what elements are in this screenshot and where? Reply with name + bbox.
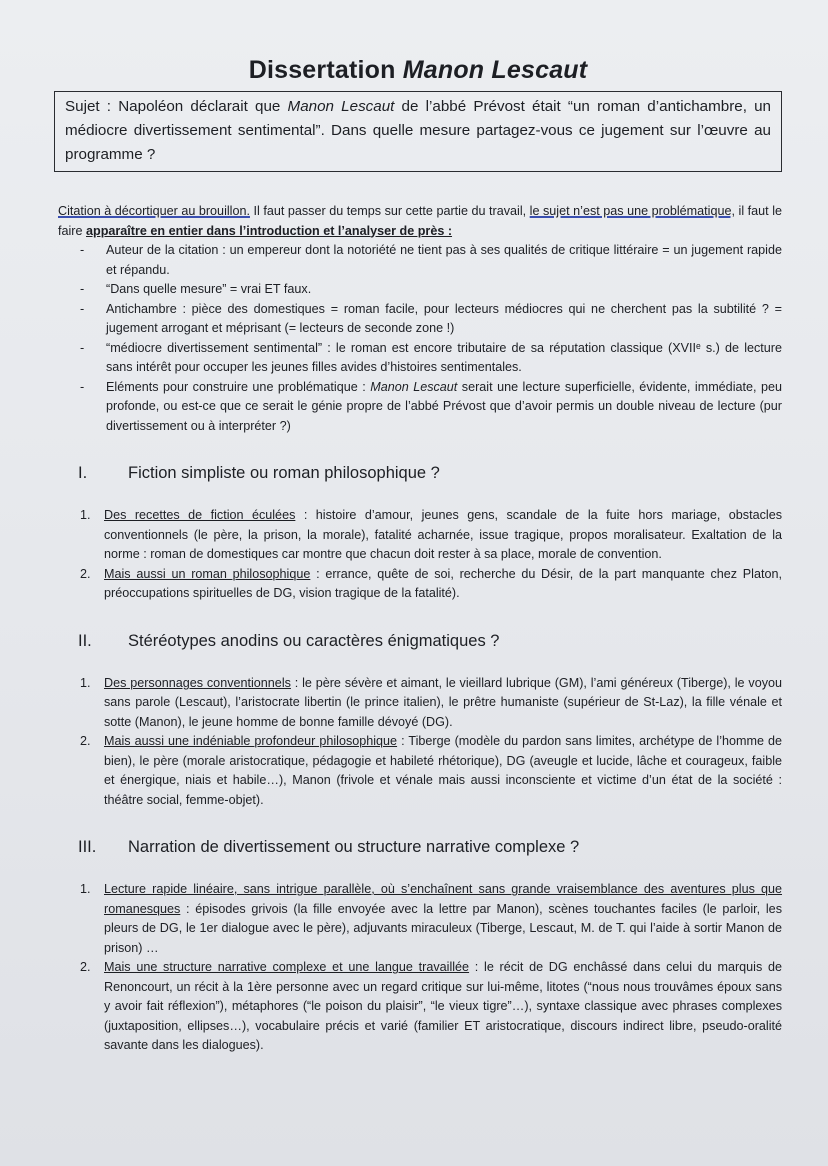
intro-block <box>58 202 782 436</box>
bullet-italic: Manon Lescaut <box>370 379 458 394</box>
intro-lead-text: Il faut passer du temps sur cette partie du travail, <box>249 204 530 218</box>
point-item <box>54 958 782 1056</box>
section-title: Stéréotypes anodins ou caractères énigmatiques ? <box>128 631 500 650</box>
section-1 <box>54 462 782 604</box>
point-underlined: Mais une structure narrative complexe et une langue travaillée <box>104 960 470 974</box>
intro-bullets <box>58 241 782 436</box>
point-number: 2. <box>80 960 91 974</box>
bullet-text: Eléments pour construire une problématique : <box>106 379 371 394</box>
point-text: : errance, quête de soi, recherche du Désir, de la part manquante chez Platon, préoccupations spirituelles de DG, vision tragique de la fatalité). <box>104 566 782 600</box>
point-number: 2. <box>80 734 91 748</box>
section-title: Narration de divertissement ou structure narrative complexe ? <box>128 838 580 856</box>
point-underlined: Lecture rapide linéaire, sans intrigue parallèle, où s’enchaînent sans grande vraisemblance des aventures plus que romanesques <box>104 882 782 916</box>
section-title: Fiction simpliste ou roman philosophique ? <box>128 464 440 482</box>
point-underlined: Des personnages conventionnels <box>104 675 291 690</box>
point-text: : épisodes grivois (la fille envoyée avec la lettre par Manon), scènes touchantes faciles (le parloir, les pleurs de DG, le 1er dialogue avec le père), adjuvants miraculeux (Tiberge, Lescaut, M. de T. qui l’aide à sortir Manon de prison) … <box>104 901 782 955</box>
section-points <box>54 506 782 604</box>
section-numeral: II. <box>78 631 92 650</box>
subject-text: Sujet : Napoléon déclarait que <box>65 98 288 115</box>
point-item <box>54 674 782 733</box>
bullet-text-end: serait une lecture superficielle, évidente, immédiate, peu profonde, ou est-ce que ce serait le génie propre de l’abbé Prévost que d’avoir permis un double niveau de lecture (pur divertissement ou à interpréter ?) <box>106 379 782 433</box>
intro-lead-underlined: Citation à décortiquer au brouillon. <box>58 204 250 218</box>
section-heading <box>78 630 782 652</box>
intro-bullet: - “Dans quelle mesure” = vrai ET faux. <box>106 280 782 300</box>
point-number: 1. <box>80 508 91 522</box>
section-3 <box>54 836 782 1056</box>
intro-lead-bold: apparaître en entier dans l’introduction et l’analyser de près : <box>86 223 453 238</box>
intro-bullet: - “médiocre divertissement sentimental” : le roman est encore tributaire de sa réputation classique (XVIIᵉ s.) de lecture sans intérêt pour occuper les jeunes filles avides d’histoires sentimentales. <box>106 339 782 378</box>
section-2 <box>54 630 782 811</box>
point-number: 2. <box>80 566 91 581</box>
subject-box <box>54 91 782 172</box>
section-points <box>54 674 782 811</box>
point-text: : le récit de DG enchâssé dans celui du marquis de Renoncourt, un récit à la 1ère personne avec un regard critique sur lui-même, litotes (“nous nous trouvâmes époux sans y avoir fait réflexion”), métaphores (“le poison du plaisir”, “le vieux tigre”…), syntaxe classique avec phrases complexes (juxtaposition, ellipses…), vocabulaire précis et varié (familier ET aristocratique, discours indirect libre, pseudo-oralité savante dans les dialogues). <box>104 960 782 1052</box>
point-item <box>54 506 782 565</box>
point-item <box>54 880 782 958</box>
section-heading <box>78 462 782 484</box>
section-points <box>54 880 782 1056</box>
intro-bullet-last <box>106 378 782 437</box>
point-underlined: Des recettes de fiction éculées <box>104 508 296 522</box>
section-heading <box>78 836 782 858</box>
subject-text-end: de l’abbé Prévost était “un roman d’antichambre, un médiocre divertissement sentimental”. Dans quelle mesure partagez-vous ce jugement sur l’œuvre au programme ? <box>65 98 772 163</box>
point-underlined: Mais aussi un roman philosophique <box>104 566 311 581</box>
point-number: 1. <box>80 675 91 690</box>
title-text: Dissertation <box>248 56 403 84</box>
title-italic: Manon Lescaut <box>402 56 588 84</box>
point-text: : histoire d’amour, jeunes gens, scandale de la fuite hors mariage, obstacles conventionnels (le père, la prison, la morale), fatalité acharnée, issue tragique, propos moralisateur. Exaltation de la norme : roman de domestiques car montre que chacun doit rester à sa place, morale de convention. <box>104 508 782 561</box>
intro-lead <box>58 202 782 241</box>
page-title <box>54 56 782 85</box>
intro-lead-underlined2: le sujet n’est pas une problématique, <box>529 204 735 218</box>
intro-bullet: - Antichambre : pièce des domestiques = roman facile, pour lecteurs médiocres qui ne cherchent pas la subtilité ? = jugement arrogant et méprisant (= lecteurs de seconde zone !) <box>106 300 782 339</box>
point-underlined: Mais aussi une indéniable profondeur philosophique <box>104 734 398 748</box>
section-numeral: I. <box>78 464 88 482</box>
point-item <box>54 565 782 604</box>
intro-lead-text2: il faut le faire <box>58 204 782 238</box>
point-text: : Tiberge (modèle du pardon sans limites, archétype de l’homme de bien), le père (morale aristocratique, pédagogie et habileté rhétorique), DG (aveugle et lucide, lâche et courageux, faible et énergique, niais et habile…), Manon (frivole et vénale mais aussi inconsciente et victime d’un état de la société : théâtre social, femme-objet). <box>104 734 782 807</box>
intro-bullet: - Auteur de la citation : un empereur dont la notoriété ne tient pas à ses qualités de critique littéraire = un jugement rapide et répandu. <box>106 241 782 280</box>
point-text: : le père sévère et aimant, le vieillard lubrique (GM), l’ami généreux (Tiberge), le voyou sans parole (Lescaut), l’aristocrate libertin (le prince italien), le prêtre humaniste (supérieur de St-Laz), la fille vénale et sotte (Manon), le jeune homme de bonne famille dévoyé (DG). <box>104 675 782 729</box>
point-item <box>54 732 782 810</box>
point-number: 1. <box>80 882 91 896</box>
subject-italic: Manon Lescaut <box>287 98 395 115</box>
section-numeral: III. <box>78 838 97 856</box>
